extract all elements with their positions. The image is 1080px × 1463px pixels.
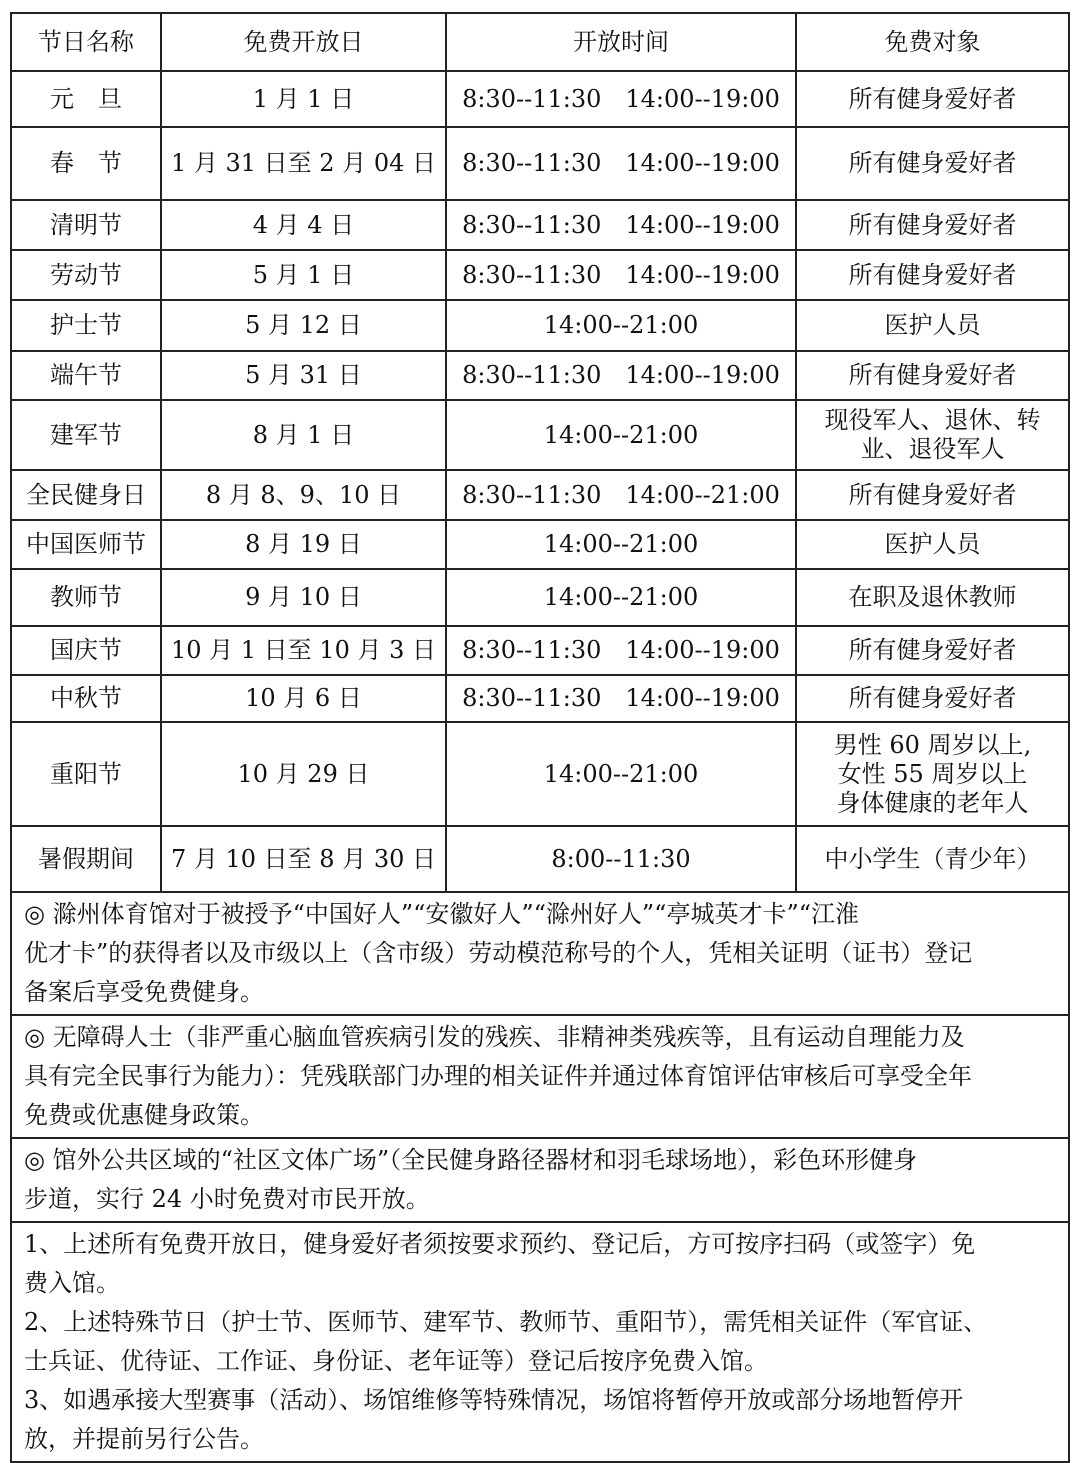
header-time: 开放时间 (446, 13, 796, 71)
target-cell (796, 826, 1069, 892)
holiday-name-cell: 劳动节 (11, 250, 161, 300)
table-row (11, 675, 1069, 722)
target-line: 医护人员 (884, 311, 981, 339)
note-line: ◎ 滁州体育馆对于被授予“中国好人”“安徽好人”“滁州好人”“亭城英才卡”“江淮 (24, 900, 859, 928)
target-line: 女性 55 周岁以上 (837, 759, 1028, 788)
table-row (11, 722, 1069, 826)
note-line: 步道，实行 24 小时免费对市民开放。 (24, 1185, 430, 1213)
open-time-cell: 14:00--21:00 (446, 520, 796, 569)
holiday-name-cell: 中秋节 (11, 675, 161, 722)
target-line: 身体健康的老年人 (836, 788, 1029, 817)
target-line: 在职及退休教师 (848, 583, 1017, 611)
note-row (11, 892, 1069, 1015)
target-cell (796, 250, 1069, 300)
note-line: 1、上述所有免费开放日，健身爱好者须按要求预约、登记后，方可按序扫码（或签字）免 (24, 1230, 976, 1258)
target-cell (796, 127, 1069, 200)
holiday-name-cell: 暑假期间 (11, 826, 161, 892)
note-cell (11, 1015, 1069, 1138)
free-date-cell: 5 月 12 日 (161, 300, 446, 351)
target-line: 所有健身爱好者 (848, 361, 1017, 389)
open-time-cell: 14:00--21:00 (446, 722, 796, 826)
table-row (11, 520, 1069, 569)
table-row (11, 569, 1069, 626)
free-date-cell: 5 月 31 日 (161, 351, 446, 400)
note-cell (11, 892, 1069, 1015)
holiday-name-cell: 端午节 (11, 351, 161, 400)
header-row (11, 13, 1069, 71)
target-line: 业、退役军人 (860, 435, 1005, 463)
open-time-cell: 8:30--11:30 14:00--21:00 (446, 470, 796, 520)
open-time-cell: 8:30--11:30 14:00--19:00 (446, 626, 796, 675)
free-date-cell: 5 月 1 日 (161, 250, 446, 300)
target-cell (796, 400, 1069, 470)
target-line: 所有健身爱好者 (848, 480, 1017, 509)
free-date-cell: 10 月 6 日 (161, 675, 446, 722)
note-row (11, 1138, 1069, 1222)
note-line: 放，并提前另行公告。 (24, 1425, 264, 1453)
holiday-name-cell: 中国医师节 (11, 520, 161, 569)
target-line: 所有健身爱好者 (848, 84, 1017, 113)
target-line: 医护人员 (884, 530, 981, 558)
note-line: 费入馆。 (24, 1269, 120, 1297)
table-body (11, 13, 1069, 1462)
note-line: 优才卡”的获得者以及市级以上（含市级）劳动模范称号的个人，凭相关证明（证书）登记 (24, 939, 973, 967)
note-line: 免费或优惠健身政策。 (24, 1101, 264, 1129)
note-line: 3、如遇承接大型赛事（活动）、场馆维修等特殊情况，场馆将暂停开放或部分场地暂停开 (24, 1386, 964, 1414)
header-target: 免费对象 (796, 13, 1069, 71)
target-cell (796, 626, 1069, 675)
note-line: 具有完全民事行为能力）：凭残联部门办理的相关证件并通过体育馆评估审核后可享受全年 (24, 1062, 972, 1090)
holiday-name-cell: 清明节 (11, 200, 161, 250)
table-row (11, 626, 1069, 675)
note-line: 2、上述特殊节日（护士节、医师节、建军节、教师节、重阳节），需凭相关证件（军官证、 (24, 1308, 988, 1336)
holiday-name-cell: 重阳节 (11, 722, 161, 826)
target-line: 男性 60 周岁以上, (833, 730, 1032, 759)
open-time-cell: 8:30--11:30 14:00--19:00 (446, 675, 796, 722)
free-date-cell: 8 月 1 日 (161, 400, 446, 470)
table-row (11, 71, 1069, 127)
free-date-cell: 10 月 29 日 (161, 722, 446, 826)
open-time-cell: 8:30--11:30 14:00--19:00 (446, 127, 796, 200)
open-time-cell: 8:30--11:30 14:00--19:00 (446, 351, 796, 400)
target-cell (796, 71, 1069, 127)
table-row (11, 826, 1069, 892)
holiday-name-cell: 全民健身日 (11, 470, 161, 520)
free-date-cell: 1 月 31 日至 2 月 04 日 (161, 127, 446, 200)
target-line: 所有健身爱好者 (848, 636, 1017, 664)
open-time-cell: 8:00--11:30 (446, 826, 796, 892)
target-cell (796, 569, 1069, 626)
open-time-cell: 14:00--21:00 (446, 300, 796, 351)
free-date-cell: 1 月 1 日 (161, 71, 446, 127)
note-row (11, 1015, 1069, 1138)
target-line: 所有健身爱好者 (848, 684, 1017, 712)
free-date-cell: 9 月 10 日 (161, 569, 446, 626)
table-row (11, 470, 1069, 520)
target-cell (796, 470, 1069, 520)
note-line: ◎ 馆外公共区域的“社区文体广场”（全民健身路径器材和羽毛球场地），彩色环形健身 (24, 1146, 918, 1174)
target-line: 现役军人、退休、转 (824, 406, 1041, 434)
table-row (11, 200, 1069, 250)
open-time-cell: 14:00--21:00 (446, 569, 796, 626)
header-date: 免费开放日 (161, 13, 446, 71)
free-date-cell: 8 月 19 日 (161, 520, 446, 569)
target-cell (796, 722, 1069, 826)
free-date-cell: 10 月 1 日至 10 月 3 日 (161, 626, 446, 675)
header-holiday: 节日名称 (11, 13, 161, 71)
note-line: 士兵证、优待证、工作证、身份证、老年证等）登记后按序免费入馆。 (24, 1347, 768, 1375)
schedule-table (10, 12, 1070, 1463)
table-row (11, 351, 1069, 400)
target-cell (796, 200, 1069, 250)
holiday-name-cell: 教师节 (11, 569, 161, 626)
free-date-cell: 7 月 10 日至 8 月 30 日 (161, 826, 446, 892)
target-cell (796, 675, 1069, 722)
holiday-name-cell: 元 旦 (11, 71, 161, 127)
open-time-cell: 8:30--11:30 14:00--19:00 (446, 71, 796, 127)
target-cell (796, 300, 1069, 351)
target-line: 所有健身爱好者 (848, 260, 1017, 289)
free-date-cell: 4 月 4 日 (161, 200, 446, 250)
note-line: 备案后享受免费健身。 (24, 978, 264, 1006)
table-row (11, 400, 1069, 470)
table-row (11, 250, 1069, 300)
holiday-name-cell: 国庆节 (11, 626, 161, 675)
open-time-cell: 8:30--11:30 14:00--19:00 (446, 200, 796, 250)
note-line: ◎ 无障碍人士（非严重心脑血管疾病引发的残疾、非精神类残疾等，且有运动自理能力及 (24, 1023, 965, 1051)
holiday-name-cell: 建军节 (11, 400, 161, 470)
holiday-name-cell: 春 节 (11, 127, 161, 200)
free-date-cell: 8 月 8、9、10 日 (161, 470, 446, 520)
open-time-cell: 14:00--21:00 (446, 400, 796, 470)
note-row (11, 1222, 1069, 1462)
note-cell (11, 1138, 1069, 1222)
target-line: 所有健身爱好者 (848, 149, 1017, 177)
target-cell (796, 351, 1069, 400)
open-time-cell: 8:30--11:30 14:00--19:00 (446, 250, 796, 300)
target-cell (796, 520, 1069, 569)
table-row (11, 127, 1069, 200)
target-line: 中小学生（青少年） (824, 844, 1041, 873)
table-row (11, 300, 1069, 351)
target-line: 所有健身爱好者 (848, 210, 1017, 239)
holiday-name-cell: 护士节 (11, 300, 161, 351)
note-cell (11, 1222, 1069, 1462)
